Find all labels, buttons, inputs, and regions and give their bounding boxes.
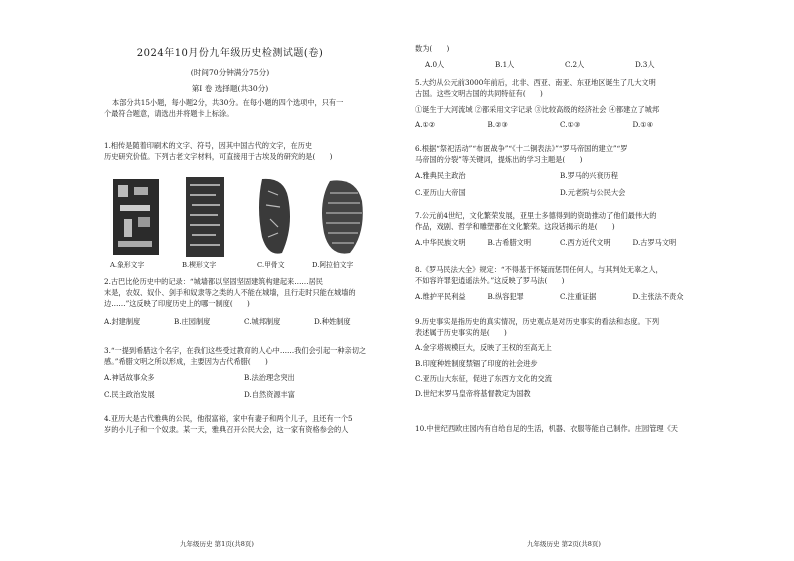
option: A.金字塔规模巨大，反映了王权的至高无上 (415, 343, 552, 353)
image-label: C.甲骨文 (257, 261, 285, 269)
option: B.庄园制度 (174, 316, 211, 326)
question-options (104, 389, 384, 400)
question-text: 末是，农奴、奴仆、剑手和奴隶等之类的人不能在城墙，且行走时只能在城墙的 (104, 288, 356, 298)
image-label: D.阿拉伯文字 (312, 261, 354, 269)
option: A.雅典民主政治 (415, 171, 466, 181)
question-options (415, 291, 705, 302)
exam-subtitle: (时间70分钟满分75分) (190, 68, 270, 77)
question-text: 1.相传是随着印刷术的文字、符号，因其中国古代的文字，在历史 (104, 141, 313, 150)
question-8 (415, 264, 705, 303)
question-text: 3.“一提到希腊这个名字，在我们这些受过教育的人心中……我们会引起一种亲切之 (104, 346, 367, 355)
option: D.3人 (635, 60, 655, 70)
option: D.种姓制度 (314, 316, 351, 326)
option: C.注重证据 (560, 292, 597, 302)
question-text: 历史研究价值。下列古老文字材料，可直接用于古埃及的研究的是( ) (104, 152, 333, 162)
option: A.神话故事众多 (104, 373, 155, 383)
question-3 (104, 345, 384, 400)
question-text: 边……”这反映了印度历史上的哪一制度( ) (104, 299, 250, 309)
intro-text (104, 97, 384, 119)
question-options (415, 119, 705, 130)
option: D.自然资源丰富 (244, 389, 295, 399)
oracle-bone-image (252, 177, 296, 257)
question-options (415, 187, 705, 198)
option: D.①④ (632, 119, 654, 129)
question-options (104, 372, 384, 383)
option: B.罗马的兴衰历程 (560, 171, 618, 181)
option: C.①③ (560, 119, 581, 129)
question-options (415, 170, 705, 181)
option: C.2人 (565, 60, 585, 70)
question-6 (415, 143, 705, 198)
image-label: A.象形文字 (110, 261, 145, 269)
option: A.①② (415, 119, 436, 129)
option: B.1人 (495, 60, 515, 70)
arabic-script-image (316, 177, 368, 257)
option: D.主张法不责众 (632, 292, 684, 302)
question-text: 不如容许罪犯逍遥法外。”这反映了罗马法( ) (415, 276, 565, 286)
option: B.②③ (487, 119, 508, 129)
question-text: 6.根据“祭祀活动”“布匿战争”“《十二铜表法》”“罗马帝国的建立”“罗 (415, 144, 628, 153)
option: D.元老院与公民大会 (560, 187, 626, 197)
question-text: 数为( ) (415, 44, 450, 53)
question-options (415, 59, 705, 70)
question-10 (415, 423, 705, 434)
option: B.纵容犯罪 (487, 292, 524, 302)
question-text: 2.古巴比伦历史中的记录：“城墙都以坚固坚固建筑构建起来……居民 (104, 277, 323, 286)
option: A.维护平民利益 (415, 292, 466, 302)
option: C.西方近代文明 (560, 238, 611, 248)
option: A.中华民族文明 (415, 238, 466, 248)
option: D.古罗马文明 (632, 238, 677, 248)
image-label: B.楔形文字 (182, 261, 217, 269)
option: A.封建制度 (104, 316, 141, 326)
question-text: 10.中世纪西欧庄园内有自给自足的生活，机器、衣服等能自己制作。庄园管理《天 (415, 424, 678, 433)
option: B.印度种姓制度禁锢了印度的社会进步 (415, 358, 538, 368)
question-9 (415, 316, 705, 399)
question-options (104, 316, 384, 327)
question-1 (104, 140, 384, 162)
exam-title: 2024年10月份九年级历史检测试题(卷) (136, 48, 324, 59)
option: C.城邦制度 (244, 316, 281, 326)
pictograph-image (110, 177, 162, 257)
page-footer: 九年级历史 第2页(共8页) (527, 540, 601, 548)
option: C.民主政治发展 (104, 389, 155, 399)
question-options (415, 237, 705, 248)
question-text: 古国。这些文明古国的共同特征有( ) (415, 89, 543, 99)
question-4 (104, 413, 384, 435)
question-text: 表述属于历史事实的是( ) (415, 328, 507, 338)
question-text: 马帝国的分裂”等关键词，提炼出的学习主题是( ) (415, 155, 583, 165)
question-text: 7.公元前4世纪，文化繁荣发展，亚里士多德得到的资助推动了他们最伟大的 (415, 211, 657, 220)
question-note: ①诞生于大河流域 ②都采用文字记录 ③比较高级的经济社会 ④都建立了城邦 (415, 105, 660, 115)
question-2 (104, 276, 384, 327)
question-text: 4.亚历大是古代雅典的公民，他很富裕，家中有妻子和两个儿子，且还有一个5 (104, 414, 353, 423)
exam-page-2 (397, 0, 794, 561)
question-text: 8.《罗马民法大全》规定：“不得基于怀疑而惩罚任何人，与其判处无辜之人， (415, 265, 663, 274)
intro-line: 本部分共15小题，每小题2分，共30分。在每小题的四个选项中，只有一 (112, 98, 344, 107)
question-text: 岁的小儿子和一个奴隶。某一天，雅典召开公民大会，这一家有资格参会的人 (104, 425, 349, 435)
option: B.法治理念突出 (244, 373, 295, 383)
question-text: 9.历史事实是指历史的真实情况，历史观点是对历史事实的看法和态度。下列 (415, 317, 660, 326)
question-text: 5.大约从公元前3000年前后，北非、西亚、南亚、东亚地区诞生了几大文明 (415, 78, 656, 87)
question-5 (415, 77, 705, 130)
page-footer: 九年级历史 第1页(共8页) (180, 540, 254, 548)
script-images (110, 177, 380, 269)
question-4-continued (415, 43, 705, 70)
option: A.0人 (425, 60, 445, 70)
option: C.亚历山大东征，促进了东西方文化的交流 (415, 373, 552, 383)
question-text: 感。”希腊文明之所以形成，主要因为古代希腊( ) (104, 357, 268, 367)
cuneiform-image (182, 177, 228, 257)
question-text: 作品，戏剧、哲学和雕塑都在文化繁荣。这段话揭示的是( ) (415, 222, 615, 232)
question-7 (415, 210, 705, 249)
option: C.亚历山大帝国 (415, 187, 466, 197)
intro-line: 个最符合题意，请选出并将题卡上标涂。 (104, 109, 234, 119)
option: B.古希腊文明 (487, 238, 532, 248)
section-heading: 第Ⅰ 卷 选择题(共30分) (191, 84, 269, 93)
option: D.世纪末罗马皇帝将基督教定为国教 (415, 389, 531, 399)
